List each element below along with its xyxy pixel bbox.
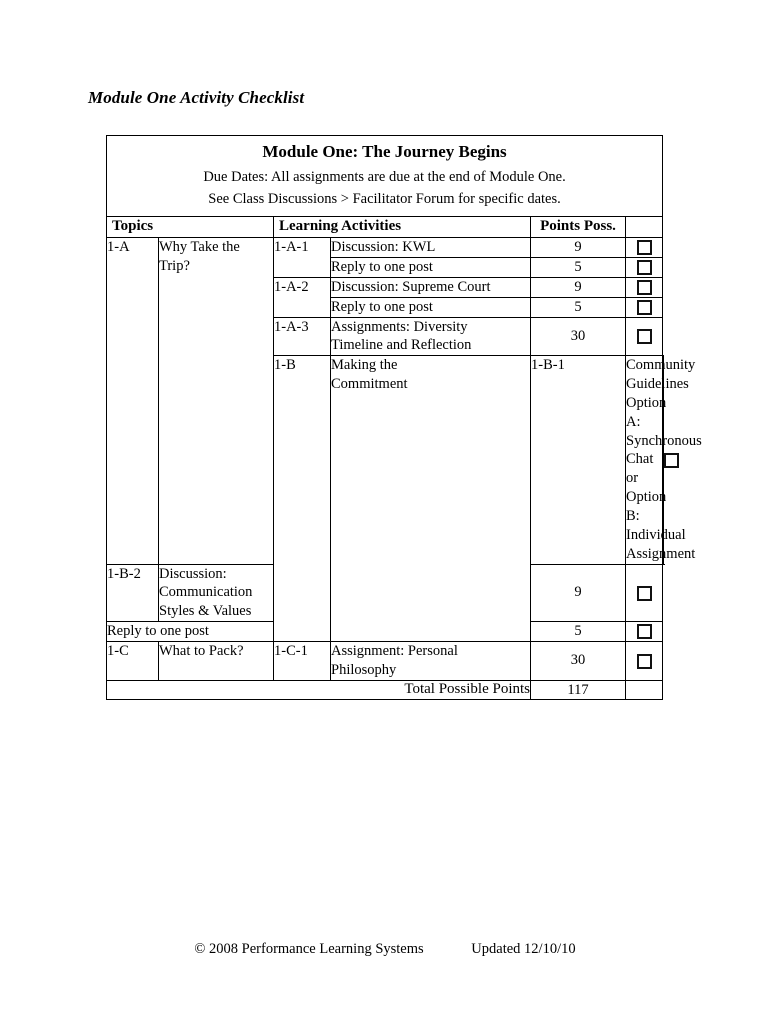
points-1a1-reply: 5 [531, 258, 626, 278]
topic-code-1a: 1-A [107, 238, 159, 564]
activity-line: Option A: Synchronous Chat [626, 394, 702, 468]
activity-name-1c1 [331, 641, 531, 680]
activity-name-1a2: Discussion: Supreme Court [331, 277, 531, 297]
activity-code-1b2: 1-B-2 [107, 564, 159, 622]
column-header-topics: Topics [107, 217, 274, 238]
activity-code-1a3: 1-A-3 [274, 317, 331, 356]
total-label: Total Possible Points [107, 680, 531, 700]
checkbox-cell-1b2-reply[interactable] [626, 622, 663, 642]
activity-code-1c1: 1-C-1 [274, 641, 331, 680]
due-dates-note: Due Dates: All assignments are due at the end of Module One. [203, 169, 566, 186]
checkbox-cell-1a1-reply[interactable] [626, 258, 663, 278]
table-title-cell [107, 136, 663, 217]
table-title: Module One: The Journey Begins [262, 142, 507, 161]
checkbox-cell-1a2-reply[interactable] [626, 297, 663, 317]
column-header-points: Points Poss. [531, 217, 626, 238]
activity-name-1b2-reply-wrap [107, 622, 274, 642]
activity-line: Discussion: Communication [159, 565, 253, 601]
activity-line: or [626, 470, 639, 487]
activity-code-1a2: 1-A-2 [274, 277, 331, 317]
activity-line: Option B: Individual [626, 489, 686, 543]
topic-line: Commitment [331, 376, 408, 393]
topic-name-1c: What to Pack? [159, 641, 274, 680]
empty-checkbox-icon[interactable] [637, 260, 652, 275]
total-points: 117 [531, 680, 626, 700]
points-1a2-reply: 5 [531, 297, 626, 317]
checkbox-cell-1b2[interactable] [626, 564, 663, 622]
column-header-row [107, 217, 664, 238]
activity-name-1b1 [626, 356, 702, 564]
activity-name-1b2-reply: Reply to one post [107, 623, 209, 640]
empty-checkbox-icon[interactable] [637, 654, 652, 669]
activity-line: Assignment [626, 545, 696, 562]
empty-checkbox-icon[interactable] [637, 586, 652, 601]
table-title-row [107, 136, 664, 217]
activity-code-1b1: 1-B-1 [531, 356, 626, 564]
topic-code-1b: 1-B [274, 356, 331, 642]
activity-name-1a2-reply: Reply to one post [331, 297, 531, 317]
total-check-cell [626, 680, 663, 700]
checkbox-cell-1c1[interactable] [626, 641, 663, 680]
points-1b2-reply: 5 [531, 622, 626, 642]
checklist-table-container [106, 135, 702, 700]
points-1c1: 30 [531, 641, 626, 680]
activity-code-1a1: 1-A-1 [274, 238, 331, 278]
empty-checkbox-icon[interactable] [637, 300, 652, 315]
total-row [107, 680, 664, 700]
activity-name-1a3 [331, 317, 531, 356]
empty-checkbox-icon[interactable] [637, 329, 652, 344]
points-1a1: 9 [531, 238, 626, 258]
table-row [107, 641, 664, 680]
points-1b2: 9 [531, 564, 626, 622]
activity-line: Timeline and Reflection [331, 337, 472, 354]
points-1a2: 9 [531, 277, 626, 297]
checkbox-cell-1a3[interactable] [626, 317, 663, 356]
topic-line: Making the [331, 357, 398, 374]
empty-checkbox-icon[interactable] [664, 453, 679, 468]
activity-line: Styles & Values [159, 603, 252, 620]
topic-code-1c: 1-C [107, 641, 159, 680]
empty-checkbox-icon[interactable] [637, 280, 652, 295]
column-header-learning-activities: Learning Activities [274, 217, 531, 238]
page-footer [0, 941, 770, 958]
topic-name-1b [331, 356, 531, 642]
activity-line: Community Guidelines [626, 357, 696, 393]
copyright-text: © 2008 Performance Learning Systems [194, 941, 424, 957]
page-title: Module One Activity Checklist [88, 88, 305, 107]
table-row [107, 238, 664, 258]
activity-name-1b2 [159, 564, 274, 622]
activity-line: Philosophy [331, 661, 397, 678]
updated-text: Updated 12/10/10 [471, 941, 576, 957]
facilitator-forum-note: See Class Discussions > Facilitator Forum for specific dates. [208, 191, 561, 208]
checkbox-cell-1a1[interactable] [626, 238, 663, 258]
checkbox-cell-1a2[interactable] [626, 277, 663, 297]
empty-checkbox-icon[interactable] [637, 240, 652, 255]
column-header-check [626, 217, 663, 238]
module-activity-checklist-table [106, 135, 702, 700]
activity-name-1a1-reply: Reply to one post [331, 258, 531, 278]
activity-line: Assignments: Diversity [331, 318, 468, 335]
topic-name-1a: Why Take the Trip? [159, 238, 274, 564]
activity-name-1a1: Discussion: KWL [331, 238, 531, 258]
activity-line: Assignment: Personal [331, 642, 458, 659]
points-1a3: 30 [531, 317, 626, 356]
empty-checkbox-icon[interactable] [637, 624, 652, 639]
